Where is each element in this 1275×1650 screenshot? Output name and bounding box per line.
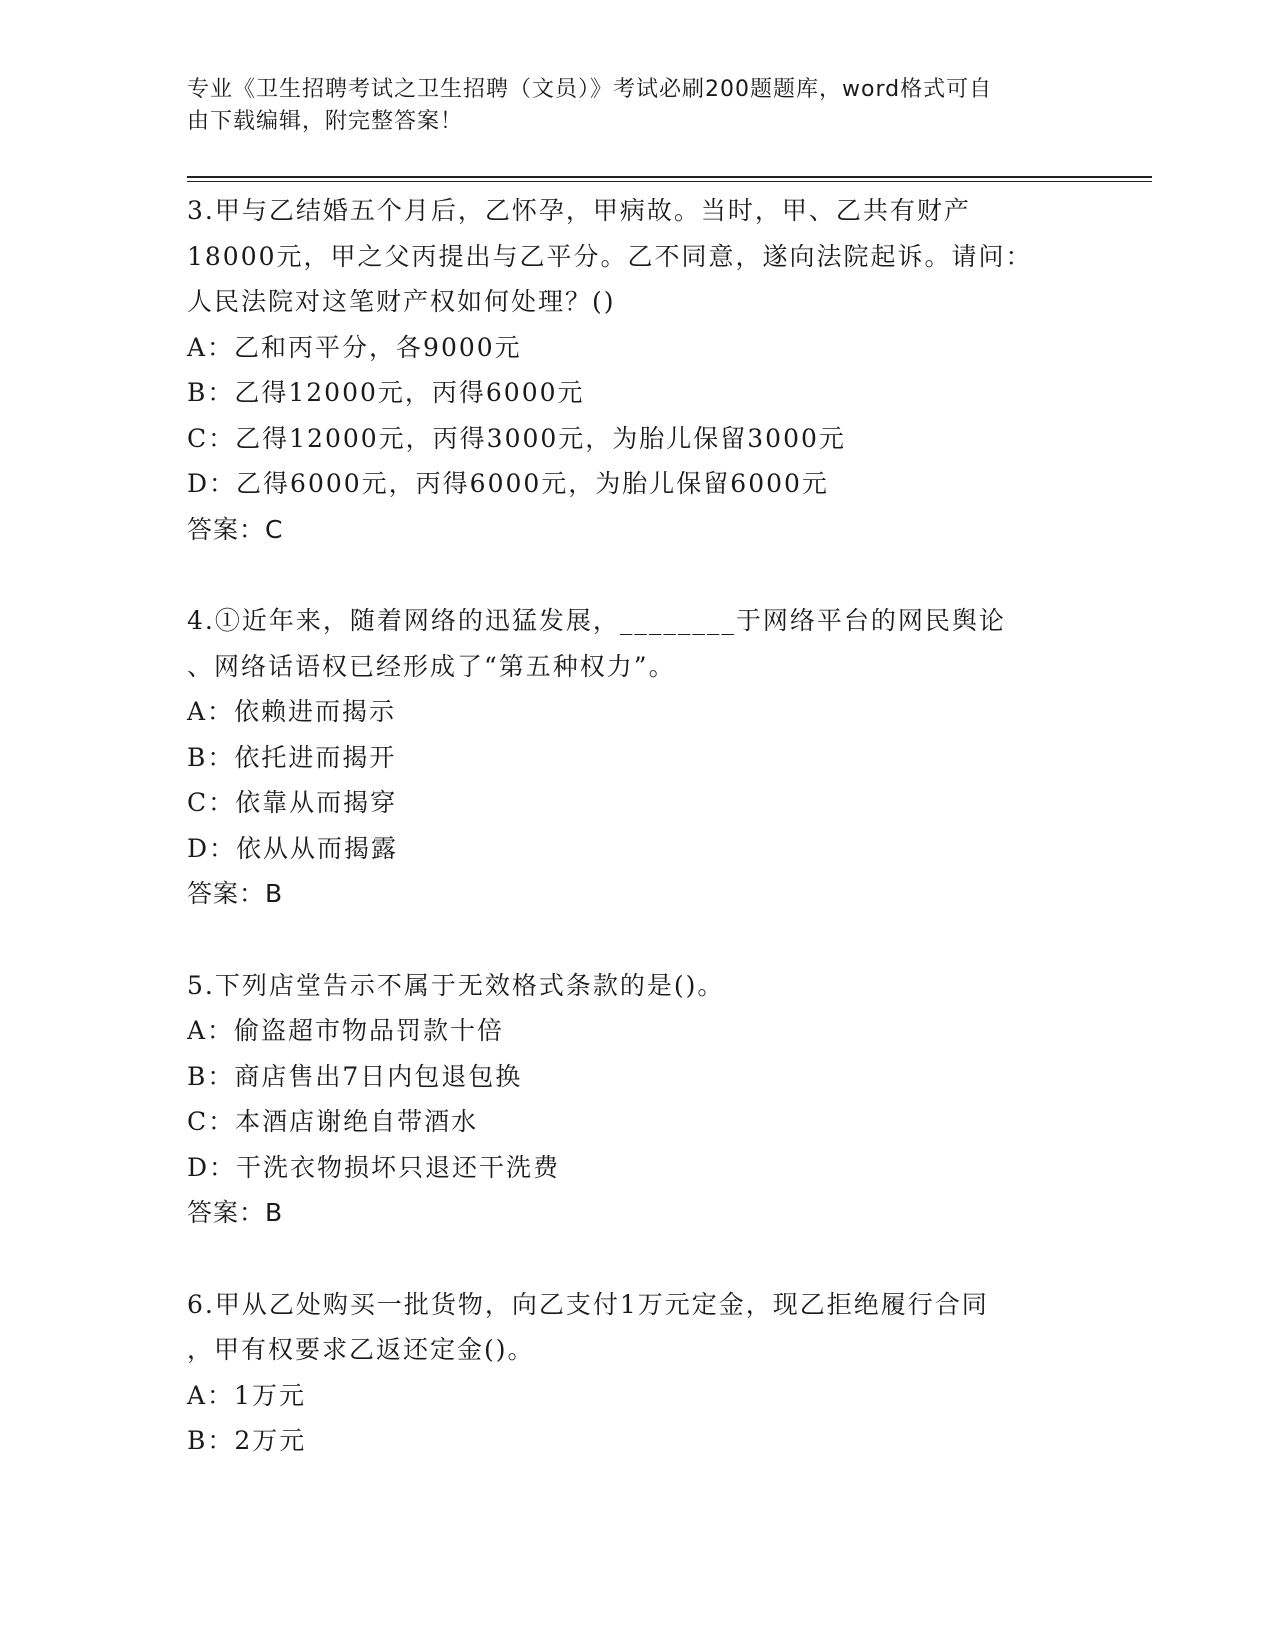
- divider-line-thin: [187, 181, 1152, 182]
- question-item: [187, 188, 1087, 552]
- option-d: D：干洗衣物损坏只退还干洗费: [187, 1152, 561, 1182]
- option-a: A：1万元: [187, 1380, 306, 1410]
- option-d: D：依从从而揭露: [187, 833, 399, 863]
- question-stem-line: 18000元，甲之父丙提出与乙平分。乙不同意，遂向法院起诉。请问：: [187, 241, 1033, 271]
- answer-line: 答案：C: [187, 514, 284, 544]
- question-stem-line: 人民法院对这笔财产权如何处理？(): [187, 287, 616, 316]
- divider-line-thick: [187, 176, 1152, 178]
- option-c: C：本酒店谢绝自带酒水: [187, 1107, 479, 1136]
- question-stem-line: ，甲有权要求乙返还定金()。: [187, 1335, 535, 1364]
- question-item: [187, 1282, 1087, 1464]
- option-c: C：乙得12000元，丙得3000元，为胎儿保留3000元: [187, 423, 846, 453]
- header-line: 由下载编辑，附完整答案！: [187, 109, 464, 134]
- answer-line: 答案：B: [187, 1198, 284, 1227]
- option-b: B：乙得12000元，丙得6000元: [187, 378, 585, 407]
- question-stem-line: 3.甲与乙结婚五个月后，乙怀孕，甲病故。当时，甲、乙共有财产: [187, 196, 971, 225]
- option-a: A：依赖进而揭示: [187, 697, 397, 726]
- question-stem-line: 5.下列店堂告示不属于无效格式条款的是()。: [187, 970, 725, 1000]
- header-line: 专业《卫生招聘考试之卫生招聘（文员）》考试必刷200题题库，word格式可自: [187, 77, 993, 102]
- question-item: [187, 598, 1087, 917]
- option-a: A：偷盗超市物品罚款十倍: [187, 1016, 505, 1045]
- header-divider: [187, 176, 1152, 183]
- question-stem-line: 6.甲从乙处购买一批货物，向乙支付1万元定金，现乙拒绝履行合同: [187, 1289, 989, 1319]
- question-stem-line: 、网络话语权已经形成了“第五种权力”。: [187, 651, 676, 681]
- answer-line: 答案：B: [187, 879, 284, 908]
- option-b: B：商店售出7日内包退包换: [187, 1061, 523, 1091]
- question-list: [187, 188, 1087, 1510]
- document-header: [187, 74, 1087, 138]
- question-item: [187, 963, 1087, 1236]
- option-d: D：乙得6000元，丙得6000元，为胎儿保留6000元: [187, 469, 829, 498]
- option-b: B：依托进而揭开: [187, 742, 397, 772]
- option-b: B：2万元: [187, 1426, 307, 1455]
- question-stem-line: 4.①近年来，随着网络的迅猛发展，________于网络平台的网民舆论: [187, 606, 1006, 635]
- option-a: A：乙和丙平分，各9000元: [187, 332, 522, 362]
- option-c: C：依靠从而揭穿: [187, 788, 398, 817]
